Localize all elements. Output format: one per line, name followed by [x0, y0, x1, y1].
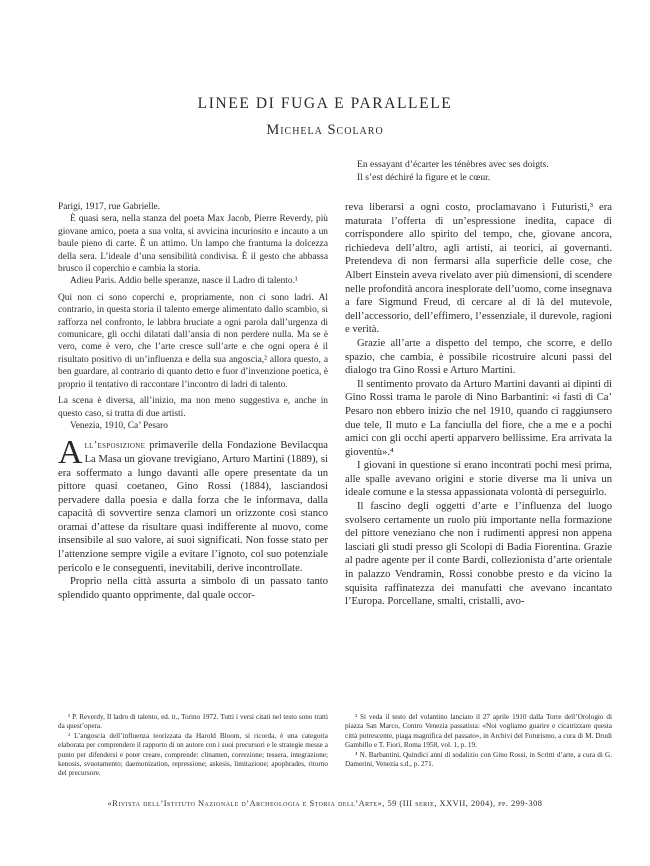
footnote: ¹ P. Reverdy, Il ladro di talento, ed. it., Torino 1972. Tutti i versi citati nel testo sono tratti da quest’opera. [58, 713, 328, 731]
paragraph: È quasi sera, nella stanza del poeta Max Jacob, Pierre Reverdy, più giovane amico, poeta a sua volta, si avvicina incuriosito e incauto a un baule pieno di carte. È un attimo. Un lampo che frantuma la dolcezza della sera. L’ideale d’una sensibilità condivisa. È il gesto che abbassa brusco il coperchio e cambia la storia. [58, 214, 328, 275]
paragraph: Il sentimento provato da Arturo Martini davanti ai dipinti di Gino Rossi trama le parole di Nino Barbantini: «i fasti di Ca’ Pesaro non ebbero inizio che nel 1910, quando ci raggiunsero due tele, Il muto e La fanciulla del fiore, che a me e a pochi amici con gli occhi aperti apparvero bellissime. Era arrivata la gioventù».⁴ [345, 378, 612, 458]
right-column [345, 201, 612, 609]
left-column [58, 201, 328, 602]
paragraph: Grazie all’arte a dispetto del tempo, che scorre, e dello spazio, che cambia, è possibile ricostruire alcuni passi del dialogo tra Gino Rossi e Arturo Martini. [345, 337, 612, 377]
footnotes-right [345, 713, 612, 769]
article-title: LINEE DI FUGA E PARALLELE [197, 95, 453, 112]
paragraph: Adieu Paris. Addio belle speranze, nasce il Ladro di talento.¹ [70, 276, 298, 287]
footnote: ² L’angoscia dell’influenza teorizzata da Harold Bloom, si ricorda, è una categoria elaborata per comprendere il rapporto di un autore con i suoi precursori e le strategie messe a punto per difendersi e poter creare, comprende: clinamen, correzione; tessera, integrazione; kenosis, svuotamento; daemonization, repressione; askesis, limitazione; apophrades, ritorno del precursore. [58, 731, 328, 778]
epigraph [357, 158, 549, 184]
place-date: Parigi, 1917, rue Gabrielle. [58, 202, 161, 212]
drop-cap: A [58, 434, 83, 472]
author-name: Michela Scolaro [266, 122, 384, 138]
place-date: Venezia, 1910, Ca’ Pesaro [70, 420, 168, 431]
footnote: ⁴ N. Barbantini, Quindici anni di sodalizio con Gino Rossi, in Scritti d’arte, a cura di G. Damerini, Venezia s.d., p. 271. [345, 750, 612, 769]
epigraph-line: En essayant d’écarter les ténèbres avec ses doigts. [357, 159, 549, 170]
paragraph: La scena è diversa, all’inizio, ma non meno suggestiva e, anche in questo caso, si tratta di due artisti. [58, 396, 328, 419]
lead-in: ll’esposizione [84, 440, 146, 452]
paragraph: Il fascino degli oggetti d’arte e l’influenza del luogo svolsero certamente un ruolo più importante nella formazione del pittore veneziano che non i rudimenti appresi non appena lasciati gli studi presso gli Scolopi di Badia Fiorentina. Grazie al padre agente per il conte Bardi, collezionista d’arte orientale in palazzo Vendramin, Rossi conobbe presto e da vicino la squisita raffinatezza dei manufatti che avevano incantato l’Europa. Porcellane, smalti, cristalli, avo- [345, 501, 612, 608]
intro-paragraph [58, 434, 328, 575]
paragraph: reva liberarsi a ogni costo, proclamavano i Futuristi,³ era maturata l’offerta di un’espressione inedita, capace di corrispondere allo spirito del tempo, che, giovane ancora, richiedeva dell’altro, agli artisti, ai teorici, ai governanti. Pretendeva di non fermarsi alla superficie delle cose, che Albert Einstein aveva rivelato aver più dimensioni, di scendere nelle profondità ancora inesplorate dell’uomo, come insegnava a fare Sigmund Freud, di cercare al di là del mutevole, dell’accessorio, dell’effimero, l’essenziale, il durevole, ragioni e verità. [345, 202, 612, 336]
footnotes-left [58, 713, 328, 779]
paragraph: Qui non ci sono coperchi e, propriamente, non ci sono ladri. Al contrario, in questa storia il talento emerge alimentato dallo scambio, si rafforza nel confronto, le labbra bruciate a ogni parola dall’urgenza di comunicare, gli occhi dilatati dall’ansia di non perdere nulla. Ma se è vero, come è vero, che l’arte cresce sull’arte e che ogni opera è il risultato positivo di un’influenza e della sua angoscia,² allora questo, a ben guardare, al contrario di quanto detto e fuor d’invenzione poetica, è proprio il tentativo di raccontare l’incontro di ladri di talento. [58, 292, 328, 390]
paragraph: Proprio nella città assurta a simbolo di un passato tanto splendido quanto opprimente, dal quale occor- [58, 576, 328, 601]
paragraph: I giovani in questione si erano incontrati pochi mesi prima, alle spalle avevano origini e storie diverse ma li univa un ideale comune e la stessa appassionata volontà di perseguirlo. [345, 460, 612, 499]
footnote: ³ Si veda il testo del volantino lanciato il 27 aprile 1910 dalla Torre dell’Orologio di piazza San Marco, Contro Venezia passatista: «Noi vogliamo guarire e cicatrizzare questa città putrescente, piaga magnifica del passato», in Archivi del Futurismo, a cura di M. Drudi Gambillo e T. Fiori, Roma 1958, vol. 1, p. 19. [345, 713, 612, 750]
intro-text: primaverile della Fondazione Bevilacqua La Masa un giovane trevigiano, Arturo Martini (1889), si era soffermato a lungo davanti alle opere presentate da un pittore quasi coetaneo, Gino Rossi (1884), lasciandosi pervadere dalla poesia e dalla forza che le informava, dalla capacità di sovvertire senza clamori un orizzonte così stanco oramai d’attese da risultare quasi indifferente al nuovo, come insensibile al suo valore, ai suoi significati. Non fosse stato per l’attenzione sempre vigile a evitare l’ignoto, col suo potenziale pericolo e le conseguenti, inevitabili, derive incontrollate. [58, 440, 328, 574]
epigraph-line: Il s’est déchiré la figure et le cœur. [357, 172, 491, 183]
journal-footer: «Rivista dell’Istituto Nazionale d’Archeologia e Storia dell’Arte», 59 (III serie, XXVII, 2004), pp. 299-308 [107, 799, 543, 808]
